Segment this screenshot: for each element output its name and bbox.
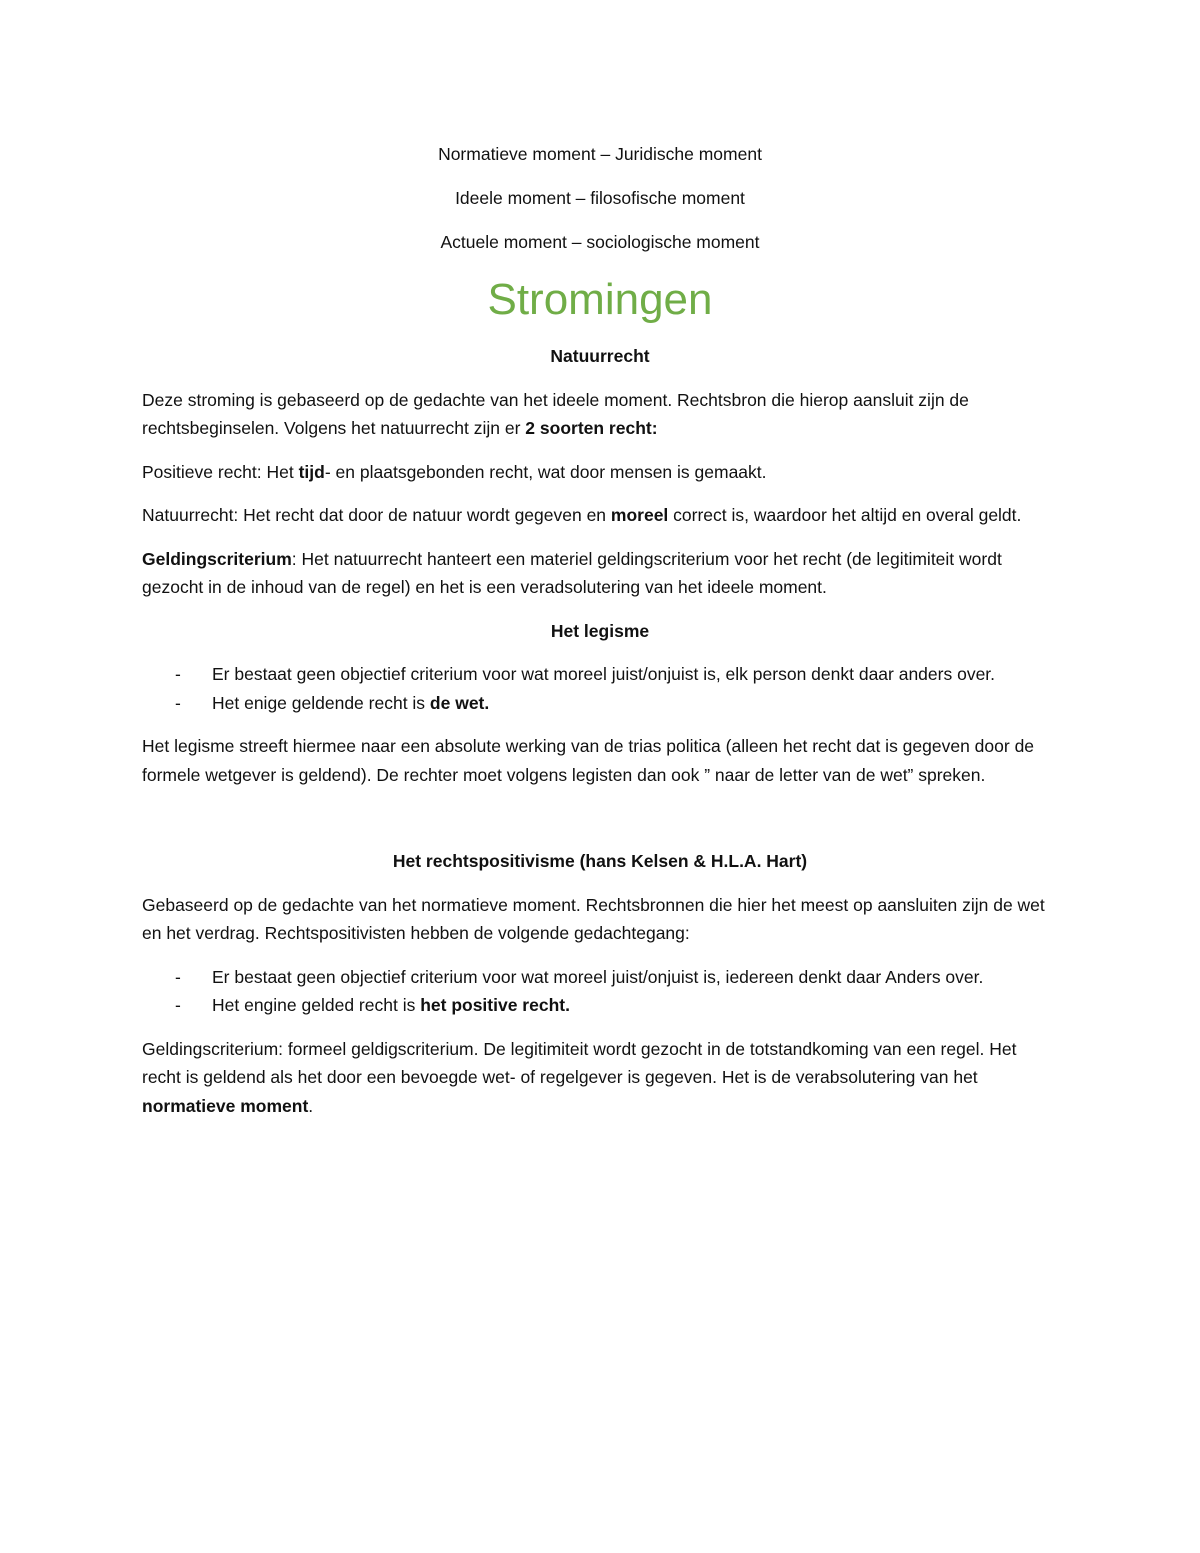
document-body <box>142 140 1058 1135</box>
intro-line-1: Normatieve moment – Juridische moment <box>438 144 762 164</box>
paragraph-text: . <box>308 1095 314 1116</box>
bullet-marker: - <box>175 995 181 1015</box>
bold-text: normatieve moment <box>142 1095 309 1116</box>
term-label: Positieve recht: <box>142 461 262 482</box>
paragraph-text: correct is, waardoor het altijd en overal geldt. <box>668 505 1022 525</box>
bullet-marker: - <box>175 966 181 987</box>
list-item <box>142 660 1058 689</box>
legisme-bullet-list <box>142 660 1058 717</box>
paragraph-text: - en plaatsgebonden recht, wat door mensen is gemaakt. <box>324 461 767 482</box>
list-item-text: Het engine gelded recht is <box>212 995 421 1015</box>
rechtspositivisme-paragraph: Gebaseerd op de gedachte van het normatieve moment. Rechtsbronnen die hier het meest op aansluiten zijn de wet en het verdrag. Rechtspositivisten hebben de volgende gedachtegang: <box>142 894 1045 943</box>
intro-line-2: Ideele moment – filosofische moment <box>455 188 745 208</box>
natuurrecht-intro-paragraph <box>142 386 1058 443</box>
bold-text: tijd <box>298 461 325 482</box>
paragraph-text: Het recht dat door de natuur wordt gegeven en <box>238 505 611 525</box>
heading-legisme: Het legisme <box>550 620 650 641</box>
bullet-marker: - <box>175 692 181 713</box>
bold-text: moreel <box>610 505 669 525</box>
natuurrecht-definition-paragraph <box>142 501 1058 530</box>
list-item <box>142 991 1058 1020</box>
paragraph-text: Deze stroming is gebaseerd op de gedachte van het ideele moment. Rechtsbron die hierop aansluit zijn de rechtsbeginselen. Volgens het natuurrecht zijn er <box>142 389 969 438</box>
document-title: Stromingen <box>487 275 713 324</box>
list-item-text: Er bestaat geen objectief criterium voor wat moreel juist/onjuist is, elk person denkt daar anders over. <box>212 664 996 684</box>
natuurrecht-gelding-paragraph <box>142 545 1058 602</box>
heading-natuurrecht: Natuurrecht <box>550 346 650 366</box>
list-item <box>142 689 1058 718</box>
legisme-paragraph: Het legisme streeft hiermee naar een absolute werking van de trias politica (alleen het recht dat is gegeven door de formele wetgever is geldend). De rechter moet volgens legisten dan ook ” naar de letter van de wet” spreken. <box>142 736 1035 785</box>
bold-text: de wet. <box>429 692 490 713</box>
list-item-text: Het enige geldende recht is <box>212 692 430 713</box>
term-label: Geldingscriterium <box>142 548 292 569</box>
paragraph-text: : Het natuurrecht hanteert een materiel geldingscriterium voor het recht (de legitimiteit wordt gezocht in de inhoud van de regel) en het is een veradsolutering van het ideele moment. <box>142 548 1002 597</box>
bold-text: het positive recht. <box>420 995 570 1015</box>
list-item-text: Er bestaat geen objectief criterium voor wat moreel juist/onjuist is, iedereen denkt daar Anders over. <box>212 966 984 987</box>
term-label: Natuurrecht: <box>142 505 239 525</box>
bullet-marker: - <box>175 664 181 684</box>
spacer <box>142 804 1058 847</box>
intro-line-3: Actuele moment – sociologische moment <box>440 232 760 252</box>
paragraph-text: Het <box>261 461 299 482</box>
list-item <box>142 963 1058 992</box>
positief-recht-paragraph <box>142 458 1058 487</box>
rechtspositivisme-gelding-paragraph <box>142 1035 1058 1121</box>
bold-text: 2 soorten recht: <box>525 418 658 438</box>
heading-rechtspositivisme: Het rechtspositivisme (hans Kelsen & H.L.A. Hart) <box>392 851 808 871</box>
rechtspositivisme-bullet-list <box>142 963 1058 1020</box>
paragraph-text: Geldingscriterium: formeel geldigscriterium. De legitimiteit wordt gezocht in de totstandkoming van een regel. Het recht is geldend als het door een bevoegde wet- of regelgever is gegeven. Het is de verabsolutering van het <box>142 1038 1017 1087</box>
